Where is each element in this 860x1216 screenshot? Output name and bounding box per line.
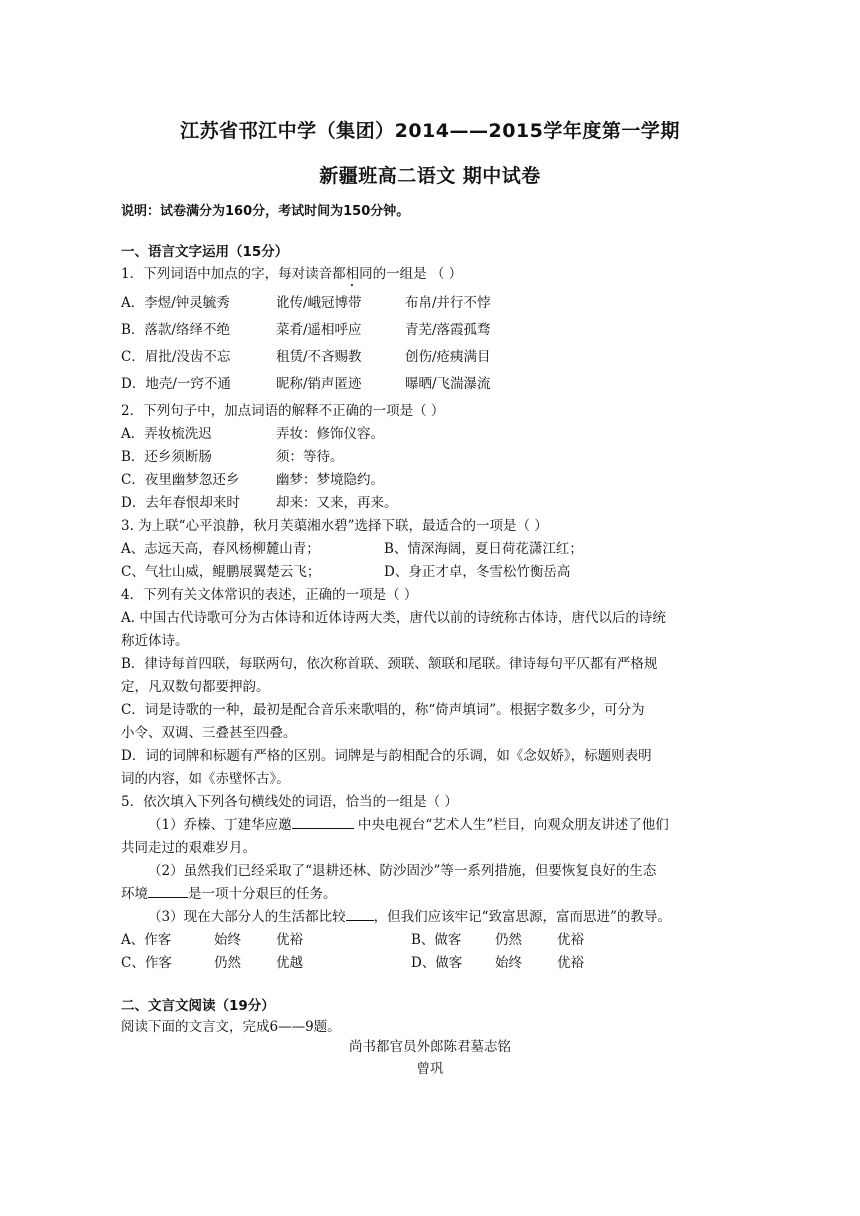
q1-option-b-3: 青芜/落霞孤骛 (405, 322, 491, 338)
q5-option-a-3: 优裕 (276, 932, 303, 948)
q3-stem: 3. 为上联“心平浪静，秋月芙蕖湘水碧”选择下联，最适合的一项是（ ） (121, 518, 548, 534)
q5-s2-part-b: 是一项十分艰巨的任务。 (188, 886, 337, 902)
q3-option-b: B、情深海阔，夏日荷花潇江红； (384, 541, 583, 557)
q5-sentence2: （2）虽然我们已经采取了“退耕还林、防沙固沙”等一系列措施，但要恢复良好的生态 (148, 863, 657, 879)
q4-line: 定，凡双数句都要押韵。 (121, 679, 270, 695)
section2-heading: 二、文言文阅读（19分） (121, 998, 275, 1014)
q5-option-b-3: 优裕 (557, 932, 584, 948)
q1-option-b-2: 菜肴/遥相呼应 (276, 322, 362, 338)
q5-option-c-1: C、作客 (121, 955, 172, 971)
q5-s1-part-b: 中央电视台“艺术人生”栏目，向观众朋友讲述了他们 (353, 817, 669, 833)
q5-s2-part-a: 环境 (121, 886, 148, 902)
q1-option-a-2: 讹传/峨冠博带 (276, 295, 362, 311)
q5-option-d-1: D、做客 (411, 955, 463, 971)
q5-s3-part-a: （3）现在大部分人的生活都比较 (148, 909, 346, 925)
q1-option-d-2: 昵称/销声匿迹 (276, 376, 362, 392)
q5-sentence1-cont: 共同走过的艰难岁月。 (121, 840, 256, 856)
q3-option-a: A、志远天高，春风杨柳麓山青； (121, 541, 320, 557)
section2-intro: 阅读下面的文言文，完成6——9题。 (121, 1019, 341, 1035)
q2-option-d-gloss: 却来：又来，再来。 (276, 495, 398, 511)
exam-title-line2: 新疆班高二语文 期中试卷 (319, 165, 541, 187)
q2-option-c: C．夜里幽梦忽还乡 (121, 472, 240, 488)
q5-sentence2-cont (121, 882, 337, 902)
q1-option-a-3: 布帛/并行不悖 (405, 295, 491, 311)
q5-option-d-2: 始终 (495, 955, 522, 971)
q4-line: B．律诗每首四联，每联两句，依次称首联、颈联、颔联和尾联。律诗每句平仄都有严格规 (121, 656, 658, 672)
q2-option-d: D．去年春恨却来时 (121, 495, 240, 511)
q1-option-d-3: 曝晒/飞湍瀑流 (405, 376, 491, 392)
q1-option-b-1: B．落款/络绎不绝 (121, 322, 230, 338)
q1-stem-part-a: 1．下列词语中加点的字，每对读音都 (121, 266, 346, 282)
q5-option-b-2: 仍然 (495, 932, 522, 948)
exam-title-line1: 江苏省邗江中学（集团）2014——2015学年度第一学期 (180, 120, 680, 142)
q5-stem: 5．依次填入下列各句横线处的词语，恰当的一组是（ ） (121, 794, 458, 810)
essay-author: 曾巩 (416, 1061, 444, 1077)
q5-sentence3 (148, 905, 671, 925)
q2-option-a: A．弄妆梳洗迟 (121, 426, 212, 442)
q5-blank-3 (346, 908, 374, 921)
q3-option-d: D、身正才卓，冬雪松竹衡岳高 (384, 564, 571, 580)
q5-blank-2 (148, 885, 188, 898)
q1-option-d-1: D．地壳/一窍不通 (121, 376, 231, 392)
q4-stem: 4．下列有关文体常识的表述，正确的一项是（ ） (121, 587, 418, 603)
q4-line: 词的内容，如《赤壁怀古》。 (121, 771, 290, 787)
q5-sentence1 (148, 813, 669, 833)
essay-title: 尚书都官员外郎陈君墓志铭 (349, 1039, 511, 1055)
q5-option-c-3: 优越 (276, 955, 303, 971)
q4-line: D．词的词牌和标题有严格的区别。词牌是与韵相配合的乐调，如《念奴娇》，标题则表明 (121, 748, 652, 764)
q2-option-a-gloss: 弄妆：修饰仪容。 (276, 426, 384, 442)
q1-option-c-2: 租赁/不吝赐教 (276, 349, 362, 365)
q5-option-d-3: 优裕 (557, 955, 584, 971)
q1-stem (121, 262, 462, 290)
q4-line: A. 中国古代诗歌可分为古体诗和近体诗两大类，唐代以前的诗统称古体诗，唐代以后的诗统 (121, 610, 666, 626)
q3-option-c: C、气壮山威，鲲鹏展翼楚云飞； (121, 564, 321, 580)
q2-option-b-gloss: 须：等待。 (276, 449, 344, 465)
q5-s1-part-a: （1）乔榛、丁建华应邀 (148, 817, 292, 833)
q1-option-c-1: C．眉批/没齿不忘 (121, 349, 231, 365)
q5-option-a-1: A、作客 (121, 932, 172, 948)
q1-option-a-1: A．李煜/钟灵毓秀 (121, 295, 230, 311)
exam-note: 说明：试卷满分为160分，考试时间为150分钟。 (121, 204, 410, 219)
q5-option-b-1: B、做客 (411, 932, 462, 948)
q5-s3-part-b: ，但我们应该牢记“致富思源，富而思进”的教导。 (373, 909, 671, 925)
q2-option-b: B．还乡须断肠 (121, 449, 212, 465)
section1-heading: 一、语言文字运用（15分） (121, 244, 289, 260)
q1-option-c-3: 创伤/疮痍满目 (405, 349, 491, 365)
q4-line: 小令、双调、三叠甚至四叠。 (121, 725, 297, 741)
q4-line: 称近体诗。 (121, 633, 189, 649)
q5-blank-1 (292, 816, 354, 829)
q5-option-a-2: 始终 (214, 932, 241, 948)
q1-stem-part-b: 同的一组是 （ ） (359, 266, 463, 282)
q2-option-c-gloss: 幽梦：梦境隐约。 (276, 472, 384, 488)
q5-option-c-2: 仍然 (214, 955, 241, 971)
q1-stem-dotted: 相 (345, 266, 360, 282)
q2-stem: 2．下列句子中，加点词语的解释不正确的一项是（ ） (121, 403, 445, 419)
q4-line: C．词是诗歌的一种，最初是配合音乐来歌唱的，称“倚声填词”。根据字数多少，可分为 (121, 702, 645, 718)
